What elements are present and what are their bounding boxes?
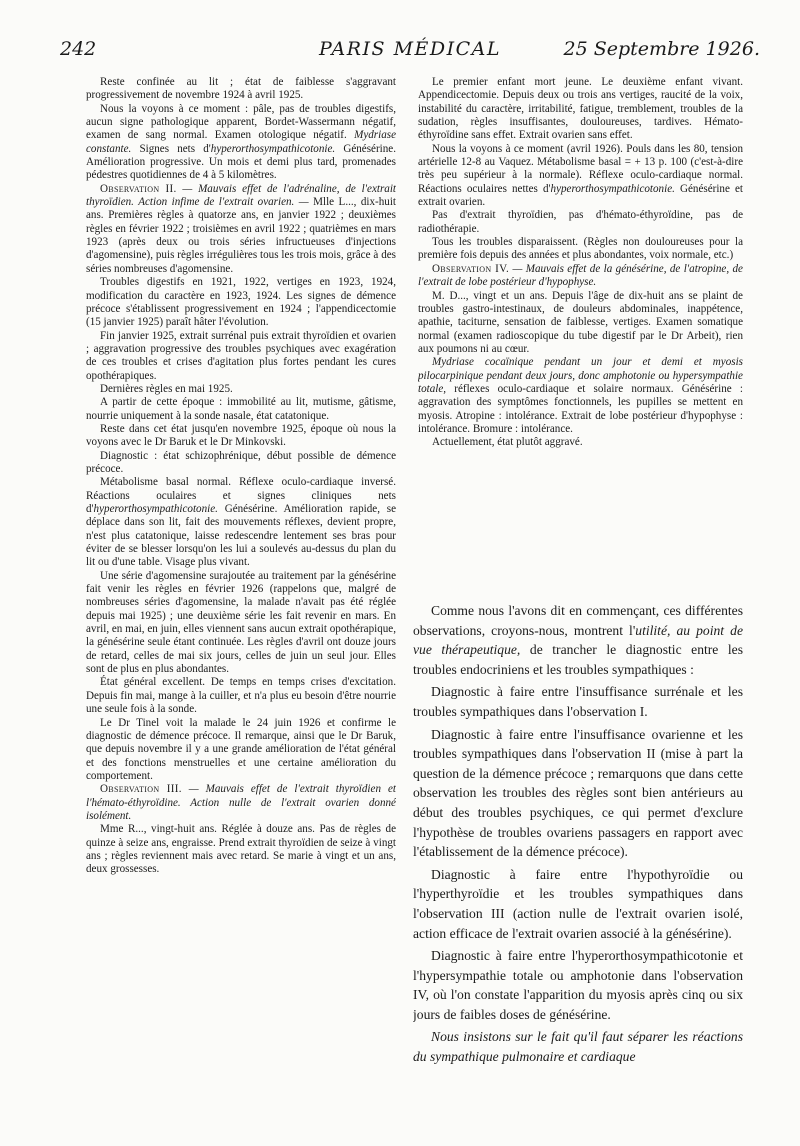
paragraph: Diagnostic à faire entre l'hyperorthosympathicotonie et l'hypersympathie totale ou amphotonie dans l'observation IV, où l'on constate l'apparition du myosis après cinq ou six jours de faibles doses de génésérine. (413, 948, 743, 1022)
paragraph: A partir de cette époque : immobilité au lit, mutisme, gâtisme, nourrie uniquement à la sonde nasale, état catatonique. (86, 396, 396, 422)
observation-heading: Observation III. — Mauvais effet de l'extrait thyroïdien et l'hémato-éthyroïdine. Action nulle de l'extrait ovarien donné isolément. (86, 783, 396, 822)
observation-heading: Observation II. — Mauvais effet de l'adrénaline, de l'extrait thyroïdien. Action infime de l'extrait ovarien. — Mlle L..., dix-huit ans. Premières règles à quatorze ans, en janvier 1922 ; deuxièmes règles en février 1922 ; troisièmes en avril 1922 ; quatrièmes en mars 1923 (après deux ou trois séries infructueuses d'injections d'agomensine), puis règles irrégulières tous les trois mois, grâce à des séries nombreuses d'agomensine. (86, 182, 396, 275)
paragraph: Diagnostic à faire entre l'insuffisance surrénale et les troubles sympathiques dans l'observation I. (413, 684, 743, 719)
paragraph: Le premier enfant mort jeune. Le deuxième enfant vivant. Appendicectomie. Depuis deux ou trois ans vertiges, raucité de la voix, instabilité du caractère, irritabilité, fatigue, tremblement, troubles de la sudation, règles insuffisantes, douloureuses, tardives. Hémato-éthyroïdine sans effet. Extrait ovarien sans effet. (418, 76, 743, 142)
page-number: 242 (60, 38, 97, 60)
paragraph: Dernières règles en mai 1925. (100, 382, 233, 395)
paragraph: Nous la voyons à ce moment (avril 1926). Pouls dans les 80, tension artérielle 12-8 au Vaquez. Métabolisme basal = + 13 p. 100 (c'est-à-dire très peu supérieur à la normale). Réflexe oculo-cardiaque normal. Réactions oculaires nettes d'hyperorthosympathicotonie. Génésérine et extrait ovarien. (418, 142, 743, 209)
paragraph: Troubles digestifs en 1921, 1922, vertiges en 1923, 1924, modification du caractère en 1923, 1924. Les signes de démence précoce s'établissent progressivement en 1924 ; l'appendicectomie (15 janvier 1925) paraît hâter l'évolution. (86, 276, 396, 329)
paragraph: Métabolisme basal normal. Réflexe oculo-cardiaque inversé. Réactions oculaires et signes cliniques nets d'hyperorthosympathicotonie. Génésérine. Amélioration rapide, se déplace dans son lit, fait des mouvements réflexes, devient propre, n'est plus catatonique, laisse redescendre lentement ses bras pour éviter de se blesser lorsqu'on les lui a soulevés au-dessus du plan du lit ou d'une table. Visage plus vivant. (86, 476, 396, 569)
paragraph: Fin janvier 1925, extrait surrénal puis extrait thyroïdien et ovarien ; aggravation progressive des troubles psychiques avec exagération de ces troubles et crises d'agitation plus fortes pendant les cures opothérapiques. (86, 329, 396, 382)
paragraph: Nous la voyons à ce moment : pâle, pas de troubles digestifs, aucun signe pathologique apparent, Bordet-Wassermann négatif, examen de sang normal. Examen otologique négatif. Mydriase constante. Signes nets d'hyperorthosympathicotonie. Génésérine. Amélioration progressive. Un mois et demi plus tard, promenades pédestres quotidiennes de 4 à 5 kilomètres. (86, 102, 396, 182)
paragraph: Nous insistons sur le fait qu'il faut séparer les réactions du sympathique pulmonaire et cardiaque (413, 1029, 743, 1065)
paragraph: Diagnostic : état schizophrénique, début possible de démence précoce. (86, 449, 396, 475)
paragraph: Diagnostic à faire entre l'insuffisance ovarienne et les troubles sympathiques dans l'observation II (mise à part la question de la démence précoce ; remarquons que dans cette observation les troubles des règles sont bien antérieurs au début des troubles psychiques, ce qui permet d'exclure l'hypothèse de troubles ovariens passagers en rapport avec l'établissement de la démence précoce). (413, 726, 743, 860)
paragraph: Pas d'extrait thyroïdien, pas d'hémato-éthyroïdine, pas de radiothérapie. (418, 209, 743, 235)
observation-heading: Observation IV. — Mauvais effet de la génésérine, de l'atropine, de l'extrait de lobe postérieur d'hypophyse. (418, 262, 743, 289)
paragraph: Comme nous l'avons dit en commençant, ces différentes observations, croyons-nous, montrent l'utilité, au point de vue thérapeutique, de trancher le diagnostic entre les troubles endocriniens et les troubles sympathiques : (413, 603, 743, 677)
conclusion-section (413, 601, 743, 1131)
paragraph: Mydriase cocaïnique pendant un jour et demi et myosis pilocarpinique pendant deux jours, donc amphotonie ou hypersympathie totale, réflexes oculo-cardiaque et solaire normaux. Génésérine : aggravation des symptômes fonctionnels, les pupilles se mettent en myosis. Atropine : intolérance. Extrait de lobe postérieur d'hypophyse : intolérance. Bromure : intolérance. (418, 356, 743, 435)
paragraph: Actuellement, état plutôt aggravé. (432, 436, 583, 449)
paragraph: Tous les troubles disparaissent. (Règles non douloureuses pour la première fois depuis des années et plus abondantes, voix normale, etc.) (418, 236, 743, 262)
right-column (418, 76, 743, 560)
paragraph: Reste confinée au lit ; état de faiblesse s'aggravant progressivement de novembre 1924 à avril 1925. (86, 76, 396, 102)
paragraph: M. D..., vingt et un ans. Depuis l'âge de dix-huit ans se plaint de troubles gastro-intestinaux, de douleurs abdominales, inappétence, apathie, taciturne, sensation de faiblesse, vertiges. Examen somatique normal (examen radioscopique du tube digestif par le Dr Arbeit), rien aux poumons ni au cœur. (418, 289, 743, 355)
paragraph: Le Dr Tinel voit la malade le 24 juin 1926 et confirme le diagnostic de démence précoce. Il remarque, ainsi que le Dr Baruk, que depuis novembre il y a une grande amélioration de l'état général et des fonctions menstruelles et une certaine amélioration du comportement. (86, 716, 396, 782)
journal-title: PARIS MÉDICAL (318, 38, 502, 60)
paragraph: Mme R..., vingt-huit ans. Réglée à douze ans. Pas de règles de quinze à seize ans, engraisse. Prend extrait thyroïdien de seize à vingt ans ; règles reviennent mais avec retard. Se marie à vingt et un ans, deux grossesses. (86, 823, 396, 876)
paragraph: État général excellent. De temps en temps crises d'excitation. Depuis fin mai, mange à la cuiller, et n'a plus eu besoin d'être nourrie une seule fois à la sonde. (86, 676, 396, 716)
paragraph: Diagnostic à faire entre l'hypothyroïdie ou l'hyperthyroïdie et les troubles sympathiques dans l'observation III (action nulle de l'extrait ovarien isolé, action efficace de l'extrait ovarien associé à la génésérine). (413, 866, 743, 941)
left-column (86, 76, 396, 1126)
paragraph: Reste dans cet état jusqu'en novembre 1925, époque où nous la voyons avec le Dr Baruk et le Dr Minkovski. (86, 422, 396, 449)
page-header (60, 38, 760, 68)
paragraph: Une série d'agomensine surajoutée au traitement par la génésérine fait venir les règles en février 1926 (rappelons que, malgré de nombreuses séries d'agomensine, la malade n'avait pas été réglée depuis mai 1925) ; une deuxième série les fait revenir en mars. En avril, en mai, en juin, elles viennent sans aucun extrait opothérapique, la génésérine seule étant continuée. Les règles d'avril ont douze jours de retard, celles de mai six jours, celles de juin un seul jour. Elles sont de plus en plus abondantes. (86, 569, 396, 676)
issue-date: 25 Septembre 1926. (563, 38, 760, 60)
